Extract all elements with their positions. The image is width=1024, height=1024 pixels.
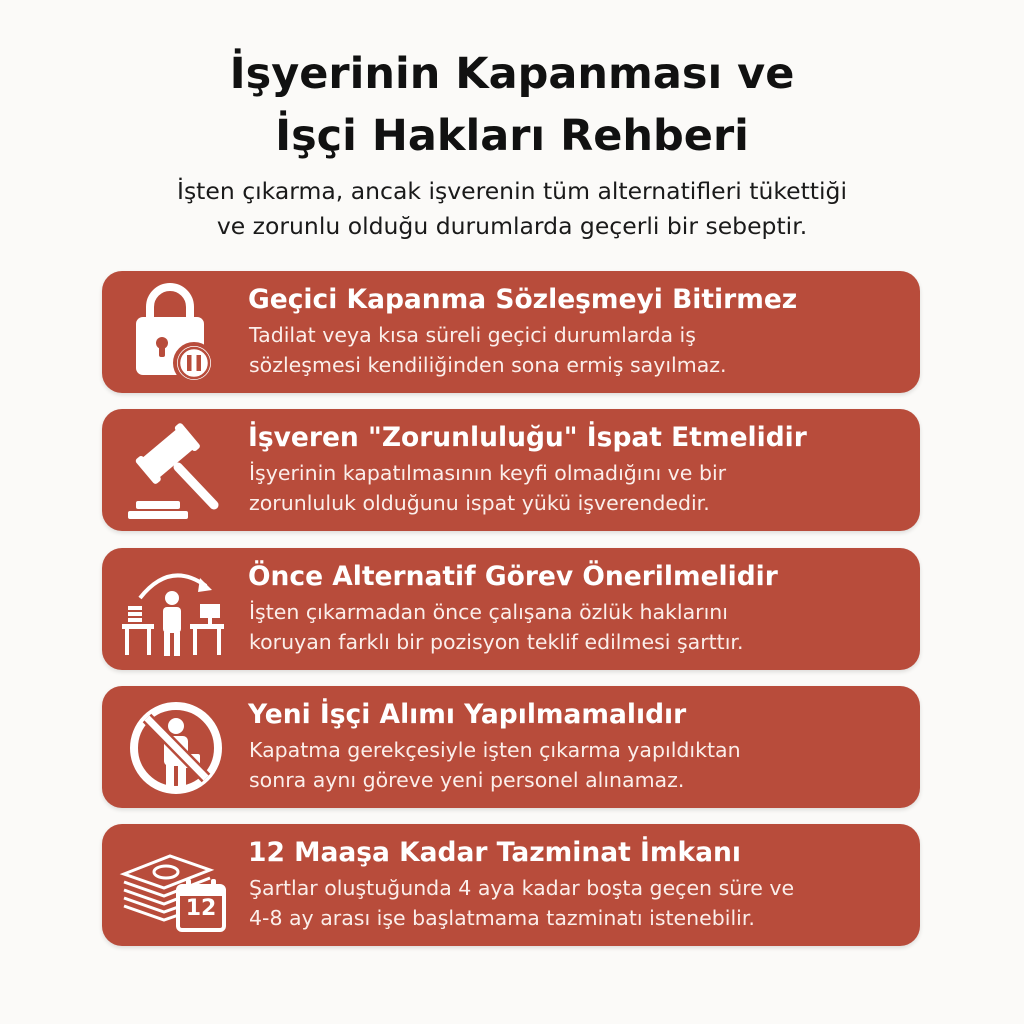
- job-transfer-icon: [118, 558, 230, 660]
- money-calendar-icon: [118, 834, 230, 936]
- info-card-no-new-hiring: [102, 686, 920, 808]
- page-title-line-1: İşyerinin Kapanması ve: [229, 49, 795, 99]
- card-title: Önce Alternatif Görev Önerilmelidir: [248, 561, 778, 592]
- gavel-icon: [118, 419, 230, 521]
- card-description-line-1: Şartlar oluştuğunda 4 aya kadar boşta geçen süre ve: [249, 876, 795, 900]
- card-description-line-2: sonra aynı göreve yeni personel alınamaz.: [249, 768, 685, 792]
- card-description-line-2: 4-8 ay arası işe başlatmama tazminatı istenebilir.: [249, 906, 755, 930]
- card-description-line-1: İşten çıkarmadan önce çalışana özlük haklarını: [249, 600, 728, 624]
- page-subtitle-line-1: İşten çıkarma, ancak işverenin tüm alternatifleri tükettiği: [177, 177, 847, 205]
- card-description-line-1: Tadilat veya kısa süreli geçici durumlarda iş: [249, 323, 696, 347]
- card-description-line-2: koruyan farklı bir pozisyon teklif edilmesi şarttır.: [249, 630, 744, 654]
- card-title: Yeni İşçi Alımı Yapılmamalıdır: [248, 699, 687, 730]
- calendar-number: 12: [185, 896, 217, 921]
- card-description-line-1: Kapatma gerekçesiyle işten çıkarma yapıldıktan: [249, 738, 741, 762]
- padlock-pause-icon: [118, 281, 230, 383]
- info-card-employer-proof: [102, 409, 920, 531]
- no-hiring-icon: [118, 696, 230, 798]
- info-card-temporary-closure: [102, 271, 920, 393]
- card-title: 12 Maaşa Kadar Tazminat İmkanı: [248, 837, 741, 868]
- info-card-alternative-position: [102, 548, 920, 670]
- page-subtitle-line-2: ve zorunlu olduğu durumlarda geçerli bir sebeptir.: [216, 212, 808, 240]
- card-title: İşveren "Zorunluluğu" İspat Etmelidir: [248, 422, 807, 453]
- card-description-line-2: sözleşmesi kendiliğinden sona ermiş sayılmaz.: [249, 353, 727, 377]
- info-card-compensation: [102, 824, 920, 946]
- card-description-line-2: zorunluluk olduğunu ispat yükü işverendedir.: [249, 491, 710, 515]
- card-description-line-1: İşyerinin kapatılmasının keyfi olmadığını ve bir: [249, 461, 727, 485]
- card-title: Geçici Kapanma Sözleşmeyi Bitirmez: [248, 284, 798, 315]
- page-title-line-2: İşçi Hakları Rehberi: [275, 111, 749, 161]
